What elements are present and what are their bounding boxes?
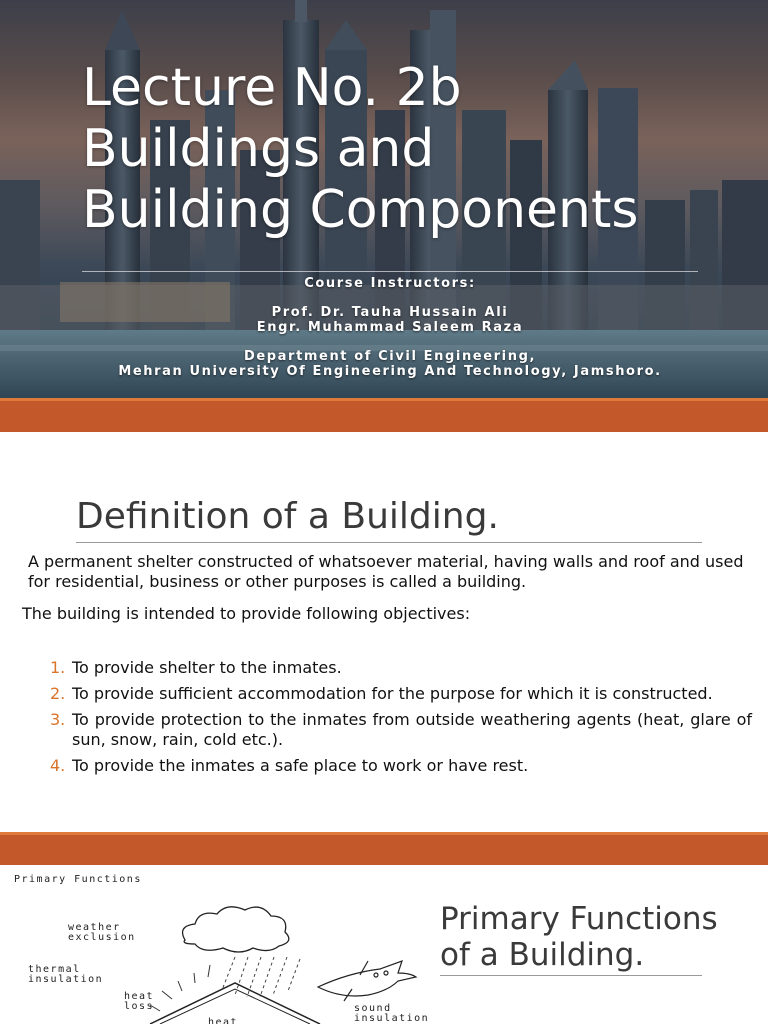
sketch-heading: Primary Functions <box>14 874 142 885</box>
sketch-label: insulation <box>28 974 104 985</box>
list-number: 2. <box>50 684 66 703</box>
title-line: of a Building. <box>440 937 645 973</box>
list-item <box>50 710 752 750</box>
title-line: Lecture No. 2b <box>82 58 462 118</box>
slide-title <box>440 901 760 973</box>
sketch-label: sound <box>354 1003 392 1014</box>
sketch-label: loss <box>124 1001 155 1012</box>
sketch-label: thermal <box>28 964 81 975</box>
sketch-label: heat <box>208 1017 239 1024</box>
university-name: Mehran University Of Engineering And Technology, Jamshoro. <box>118 364 662 379</box>
list-item <box>50 658 752 678</box>
title-line: Building Components <box>82 180 639 240</box>
list-text: To provide the inmates a safe place to work or have rest. <box>72 756 529 775</box>
cloud-icon <box>183 907 289 952</box>
definition-paragraph: A permanent shelter constructed of whatsoever material, having walls and roof and used for residential, business or other purposes is called a building. <box>28 552 744 591</box>
rain-icon <box>222 957 300 997</box>
list-text: To provide protection to the inmates from outside weathering agents (heat, glare of sun, snow, rain, cold etc.). <box>72 710 752 749</box>
instructor-name: Engr. Muhammad Saleem Raza <box>256 320 524 335</box>
list-text: To provide sufficient accommodation for the purpose for which it is constructed. <box>72 684 713 703</box>
title-divider <box>82 271 698 272</box>
slide-title: Definition of a Building. <box>76 496 499 537</box>
objectives-list <box>50 658 752 782</box>
sketch-drawing <box>0 865 430 1024</box>
list-item <box>50 684 752 704</box>
sketch-label: weather <box>68 922 121 933</box>
list-item <box>50 756 752 776</box>
title-line: Primary Functions <box>440 901 718 937</box>
instructor-name: Prof. Dr. Tauha Hussain Ali <box>271 305 509 320</box>
instructors-label: Course Instructors: <box>304 276 476 291</box>
airplane-icon <box>318 961 416 1001</box>
list-number: 3. <box>50 710 66 729</box>
title-line: Buildings and <box>82 119 435 179</box>
list-text: To provide shelter to the inmates. <box>72 658 342 677</box>
list-number: 4. <box>50 756 66 775</box>
heat-loss-arrows <box>150 965 210 1011</box>
primary-functions-slide <box>0 865 768 1024</box>
objectives-intro: The building is intended to provide following objectives: <box>22 604 471 623</box>
instructor-credits <box>60 276 720 379</box>
lecture-title <box>82 58 722 241</box>
sketch-label: heat <box>124 991 155 1002</box>
title-divider <box>76 542 702 543</box>
sketch-label: exclusion <box>68 932 136 943</box>
accent-band <box>0 398 768 432</box>
list-number: 1. <box>50 658 66 677</box>
definition-slide <box>0 432 768 832</box>
sketch-label: insulation <box>354 1013 430 1024</box>
department-name: Department of Civil Engineering, <box>243 349 537 364</box>
primary-functions-sketch <box>0 865 430 1024</box>
title-slide <box>0 0 768 432</box>
title-divider <box>440 975 702 976</box>
accent-band <box>0 832 768 865</box>
